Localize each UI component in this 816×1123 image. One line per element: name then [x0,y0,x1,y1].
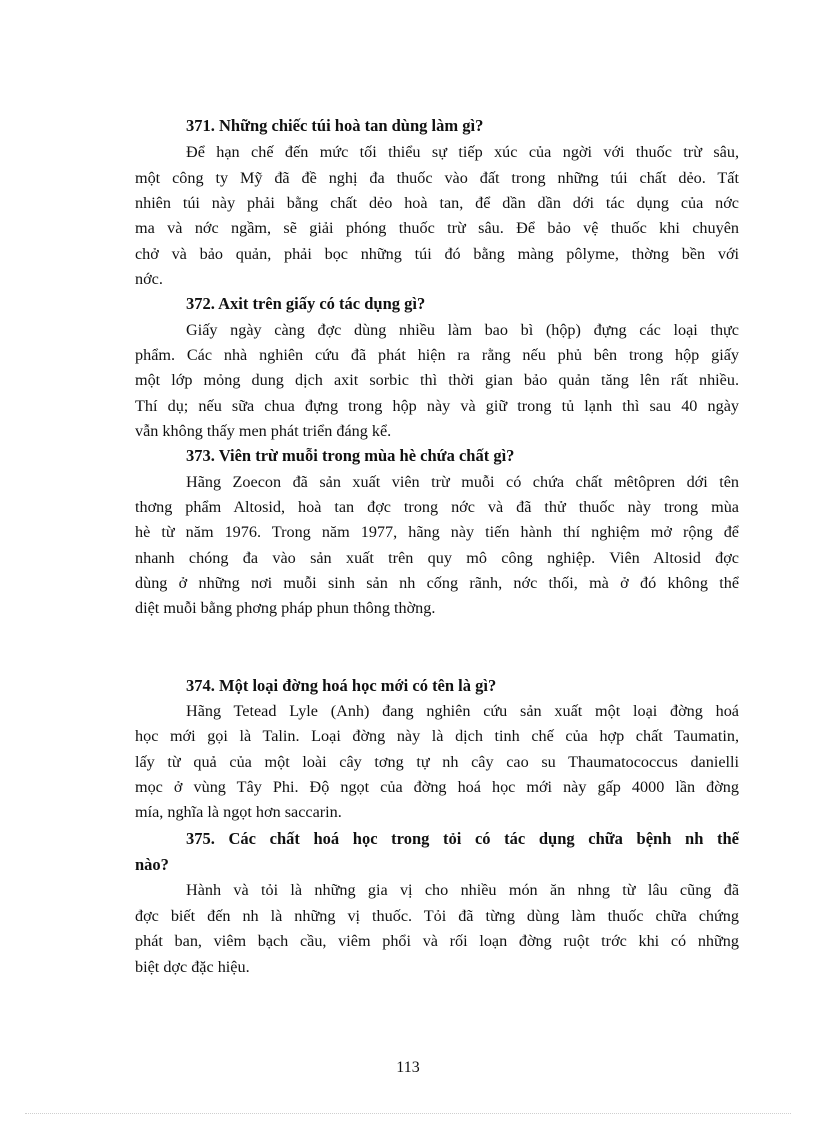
paragraph-line: Để hạn chế đến mức tối thiểu sự tiếp xúc của ngời với thuốc trừ sâu, [186,143,739,161]
paragraph-line: mía, nghĩa là ngọt hơn saccarin. [135,803,342,821]
paragraph-line: chở và bảo quản, phải bọc những túi đó bằng màng pôlyme, thờng bền với [135,245,739,263]
section-371-heading: 371. Những chiếc túi hoà tan dùng làm gì? [186,116,484,135]
paragraph-line: nhanh chóng đa vào sản xuất trên quy mô công nghiệp. Viên Altosid đợc [135,549,739,567]
section-375-heading-continued: nào? [135,855,169,874]
page-number: 113 [396,1059,420,1076]
paragraph-line: nhiên túi này phải bằng chất dẻo hoà tan, để dần dần dới tác dụng của nớc [135,194,739,212]
paragraph-line: phát ban, viêm bạch cầu, viêm phổi và rối loạn đờng ruột trớc khi có những [135,932,739,950]
paragraph-line: dùng ở những nơi muỗi sinh sản nh cống rãnh, nớc thối, mà ở đó không thể [135,574,739,592]
paragraph-line: lấy từ quả của một loài cây tơng tự nh cây cao su Thaumatococcus danielli [135,753,739,771]
paragraph-line: Giấy ngày càng đợc dùng nhiều làm bao bì (hộp) đựng các loại thực [186,321,739,339]
paragraph-line: phẩm. Các nhà nghiên cứu đã phát hiện ra rằng nếu phủ bên trong hộp giấy [135,346,739,364]
paragraph-line: đợc biết đến nh là những vị thuốc. Tỏi đã từng dùng làm thuốc chữa chứng [135,907,739,925]
paragraph-line: học mới gọi là Talin. Loại đờng này là dịch tinh chế của hợp chất Taumatin, [135,727,739,745]
bottom-dotted-border [25,1113,791,1114]
paragraph-line: biệt dợc đặc hiệu. [135,958,250,976]
paragraph-line: hè từ năm 1976. Trong năm 1977, hãng này tiến hành thí nghiệm mở rộng để [135,523,739,541]
paragraph-line: nớc. [135,270,163,288]
paragraph-line: một công ty Mỹ đã đề nghị đa thuốc vào đất trong những túi chất dẻo. Tất [135,169,739,187]
section-373-heading: 373. Viên trừ muỗi trong mùa hè chứa chất gì? [186,446,515,465]
paragraph-line: Hãng Zoecon đã sản xuất viên trừ muỗi có chứa chất mêtôpren dới tên [186,473,739,491]
section-374-heading: 374. Một loại đờng hoá học mới có tên là gì? [186,676,497,695]
section-375-heading: 375. Các chất hoá học trong tỏi có tác dụng chữa bệnh nh thế [186,829,739,848]
paragraph-line: mọc ở vùng Tây Phi. Độ ngọt của đờng hoá học mới này gấp 4000 lần đờng [135,778,739,796]
paragraph-line: Hãng Tetead Lyle (Anh) đang nghiên cứu sản xuất một loại đờng hoá [186,702,739,720]
paragraph-line: thơng phẩm Altosid, hoà tan đợc trong nớc và đã thử thuốc này trong mùa [135,498,739,516]
paragraph-line: diệt muỗi bằng phơng pháp phun thông thờng. [135,599,436,617]
paragraph-line: ma và nớc ngầm, sẽ giải phóng thuốc trừ sâu. Để bảo vệ thuốc khi chuyên [135,219,739,237]
paragraph-line: vẫn không thấy men phát triển đáng kể. [135,422,392,440]
paragraph-line: Thí dụ; nếu sữa chua đựng trong hộp này và giữ trong tủ lạnh thì sau 40 ngày [135,397,739,415]
paragraph-line: một lớp mỏng dung dịch axit sorbic thì thời gian bảo quản tăng lên rất nhiều. [135,371,739,389]
section-372-heading: 372. Axit trên giấy có tác dụng gì? [186,294,426,313]
paragraph-line: Hành và tỏi là những gia vị cho nhiều món ăn nhng từ lâu cũng đã [186,881,739,899]
